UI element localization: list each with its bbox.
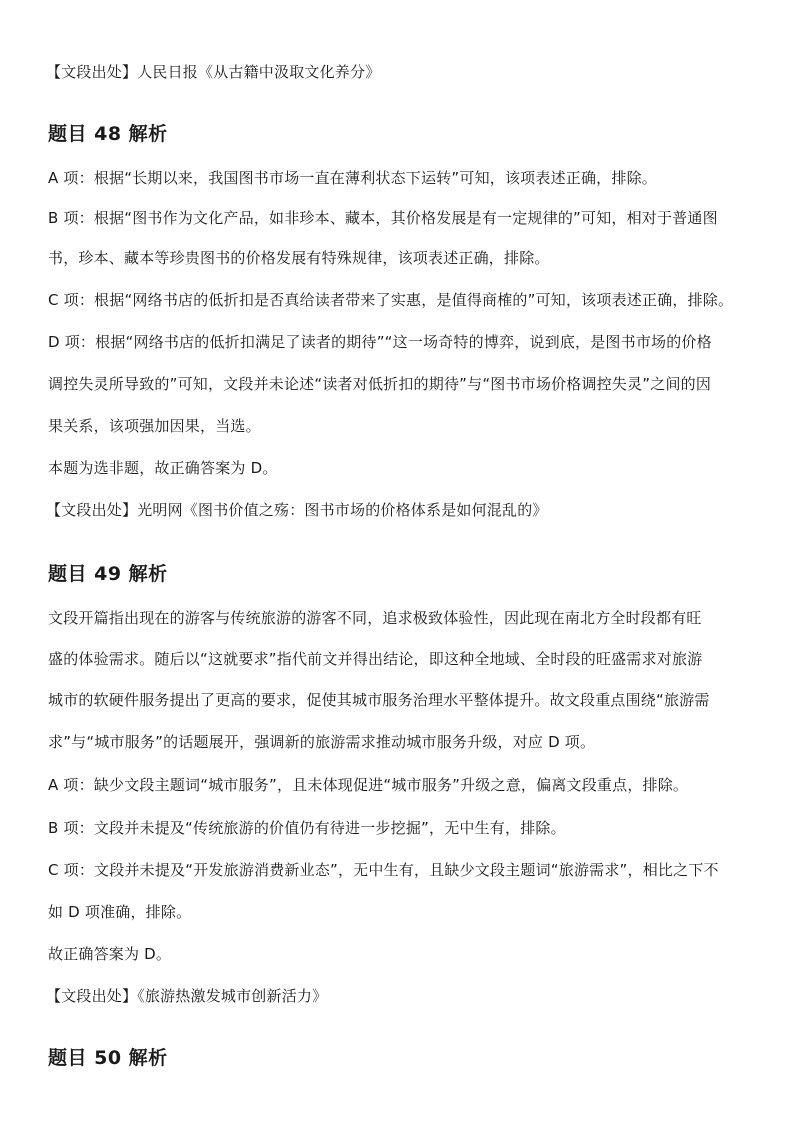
paragraph-line: 书，珍本、藏本等珍贵图书的价格发展有特殊规律，该项表述正确，排除。 [48, 249, 550, 267]
source-line-49: 【文段出处】《旅游热激发城市创新活力》 [46, 987, 328, 1005]
paragraph-line: 盛的体验需求。随后以“这就要求”指代前文并得出结论，即这种全地域、全时段的旺盛需求对旅游 [48, 650, 703, 668]
source-line-47: 【文段出处】人民日报《从古籍中汲取文化养分》 [46, 63, 381, 81]
paragraph-line: 调控失灵所导致的”可知，文段并未论述“读者对低折扣的期待”与“图书市场价格调控失灵”之间的因 [48, 375, 712, 393]
paragraph-line: D 项：根据“网络书店的低折扣满足了读者的期待”“这一场奇特的博弈，说到底，是图书市场的价格 [48, 333, 712, 351]
heading-question-49: 题目 49 解析 [48, 563, 168, 585]
paragraph-line: B 项：根据“图书作为文化产品，如非珍本、藏本，其价格发展是有一定规律的”可知，相对于普通图 [48, 209, 718, 227]
answer-line-48: 本题为选非题，故正确答案为 D。 [48, 459, 278, 477]
source-line-48: 【文段出处】光明网《图书价值之殇：图书市场的价格体系是如何混乱的》 [46, 501, 548, 519]
heading-question-48: 题目 48 解析 [48, 123, 168, 145]
paragraph-line: 城市的软硬件服务提出了更高的要求，促使其城市服务治理水平整体提升。故文段重点围绕“旅游需 [48, 691, 710, 709]
paragraph-line: C 项：文段并未提及“开发旅游消费新业态”，无中生有，且缺少文段主题词“旅游需求”，相比之下不 [48, 861, 719, 879]
answer-line-49: 故正确答案为 D。 [48, 945, 172, 963]
paragraph-line: 文段开篇指出现在的游客与传统旅游的游客不同，追求极致体验性，因此现在南北方全时段都有旺 [48, 609, 702, 627]
paragraph-line: 果关系，该项强加因果，当选。 [48, 417, 261, 435]
paragraph-line: C 项：根据“网络书店的低折扣是否真给读者带来了实惠，是值得商榷的”可知，该项表述正确，排除。 [48, 291, 734, 309]
paragraph-line: 求”与“城市服务”的话题展开，强调新的旅游需求推动城市服务升级，对应 D 项。 [48, 733, 596, 751]
paragraph-line: B 项：文段并未提及“传统旅游的价值仍有待进一步挖掘”，无中生有，排除。 [48, 819, 566, 837]
paragraph-line: 如 D 项准确，排除。 [48, 903, 192, 921]
paragraph-line: A 项：缺少文段主题词“城市服务”，且未体现促进“城市服务”升级之意，偏离文段重点，排除。 [48, 776, 689, 794]
heading-question-50: 题目 50 解析 [48, 1047, 168, 1069]
paragraph-line: A 项：根据“长期以来，我国图书市场一直在薄利状态下运转”可知，该项表述正确，排除。 [48, 169, 657, 187]
